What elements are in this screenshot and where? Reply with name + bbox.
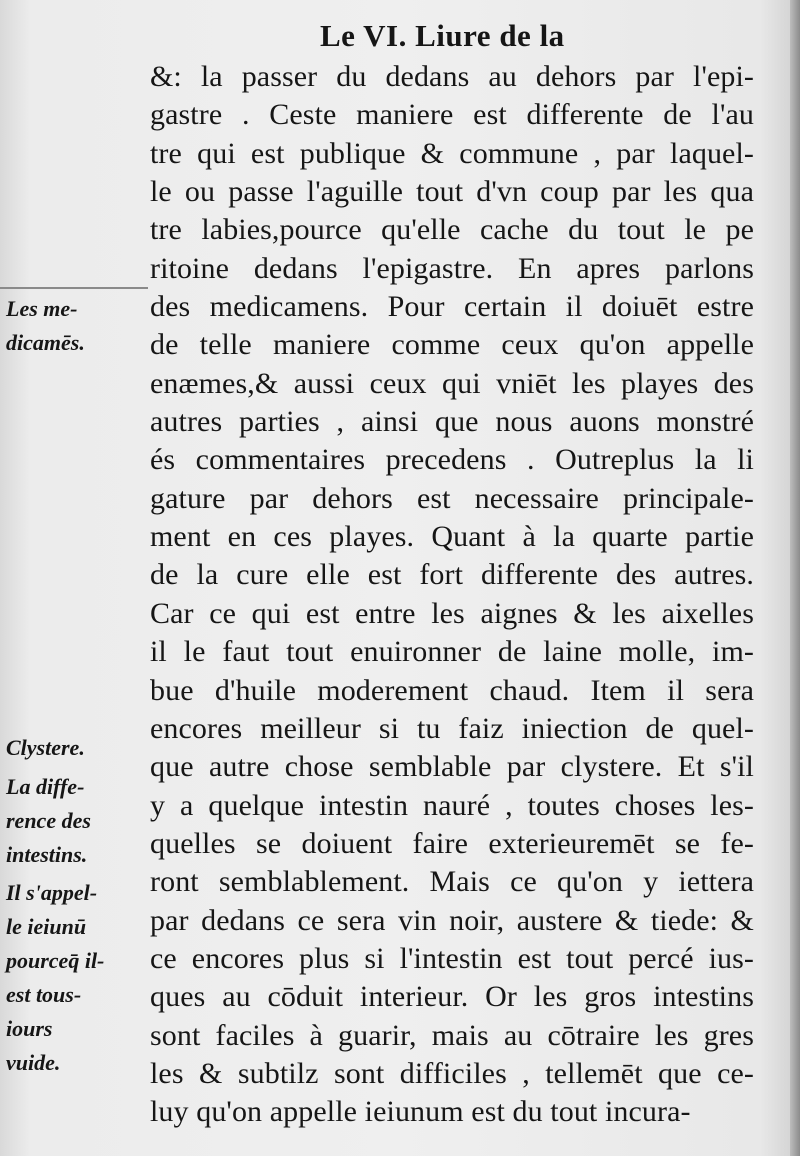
text-line: gature par dehors est necessaire principale- (150, 481, 754, 515)
margin-note-ieiunum (6, 876, 146, 1080)
margin-rule (0, 287, 148, 289)
margin-note-line: iours (6, 1016, 53, 1041)
margin-note-line: vuide. (6, 1050, 61, 1075)
margin-note-line: dicamēs. (6, 330, 85, 355)
text-line: és commentaires precedens . Outreplus la li (150, 443, 754, 477)
margin-note-line: rence des (6, 808, 91, 833)
text-line: Car ce qui est entre les aignes & les aixelles (150, 596, 754, 630)
text-line: ce encores plus si l'intestin est tout percé ius- (150, 941, 754, 975)
margin-note-line: Les me- (6, 296, 78, 321)
page-edge-shadow (790, 0, 800, 1156)
margin-note-line: est tous- (6, 982, 82, 1007)
text-line: y a quelque intestin nauré , toutes choses les- (150, 788, 754, 822)
text-line: tre labies,pource qu'elle cache du tout le pe (150, 213, 754, 247)
margin-note-clystere (6, 731, 146, 765)
text-line: des medicamens. Pour certain il doiuēt estre (150, 290, 754, 324)
margin-note-line: le ieiunū (6, 914, 87, 939)
text-line: par dedans ce sera vin noir, austere & tiede: & (150, 903, 754, 937)
margin-note-medicamens (6, 292, 146, 360)
margin-note-line: pourceq̄ il- (6, 948, 105, 973)
text-line: il le faut tout enuironner de laine molle, im- (150, 635, 754, 669)
text-line: ront semblablement. Mais ce qu'on y iettera (150, 865, 754, 899)
margin-note-line: La diffe- (6, 774, 85, 799)
text-line: quelles se doiuent faire exterieuremēt se fe- (150, 826, 754, 860)
text-line: les & subtilz sont difficiles , tellemēt que ce- (150, 1056, 754, 1090)
text-line: bue d'huile moderement chaud. Item il sera (150, 673, 754, 707)
margin-note-line: Il s'appel- (6, 880, 98, 905)
text-line: de telle maniere comme ceux qu'on appelle (150, 328, 754, 362)
margin-note-line: intestins. (6, 842, 88, 867)
text-line: ritoine dedans l'epigastre. En apres parlons (150, 251, 754, 285)
text-line: sont faciles à guarir, mais au cōtraire les gres (150, 1018, 754, 1052)
body-text (150, 58, 754, 1132)
text-line: gastre . Ceste maniere est differente de l'au (150, 98, 754, 132)
text-line: que autre chose semblable par clystere. Et s'il (150, 750, 754, 784)
text-line: autres parties , ainsi que nous auons monstré (150, 405, 754, 439)
margin-note-line: Clystere. (6, 735, 85, 760)
text-line: tre qui est publique & commune , par laquel- (150, 136, 754, 170)
text-line: ment en ces playes. Quant à la quarte partie (150, 520, 754, 554)
text-line: encores meilleur si tu faiz iniection de quel- (150, 711, 754, 745)
text-line: &: la passer du dedans au dehors par l'epi- (150, 60, 754, 93)
text-line: le ou passe l'aguille tout d'vn coup par les qua (150, 175, 754, 209)
text-line: enæmes,& aussi ceux qui vniēt les playes des (150, 366, 754, 400)
text-line: luy qu'on appelle ieiunum est du tout incura- (150, 1095, 691, 1129)
running-header: Le VI. Liure de la (320, 18, 565, 53)
text-line: de la cure elle est fort differente des autres. (150, 558, 754, 592)
margin-note-difference-intestins (6, 770, 146, 872)
text-line: ques au cōduit interieur. Or les gros intestins (150, 980, 754, 1014)
